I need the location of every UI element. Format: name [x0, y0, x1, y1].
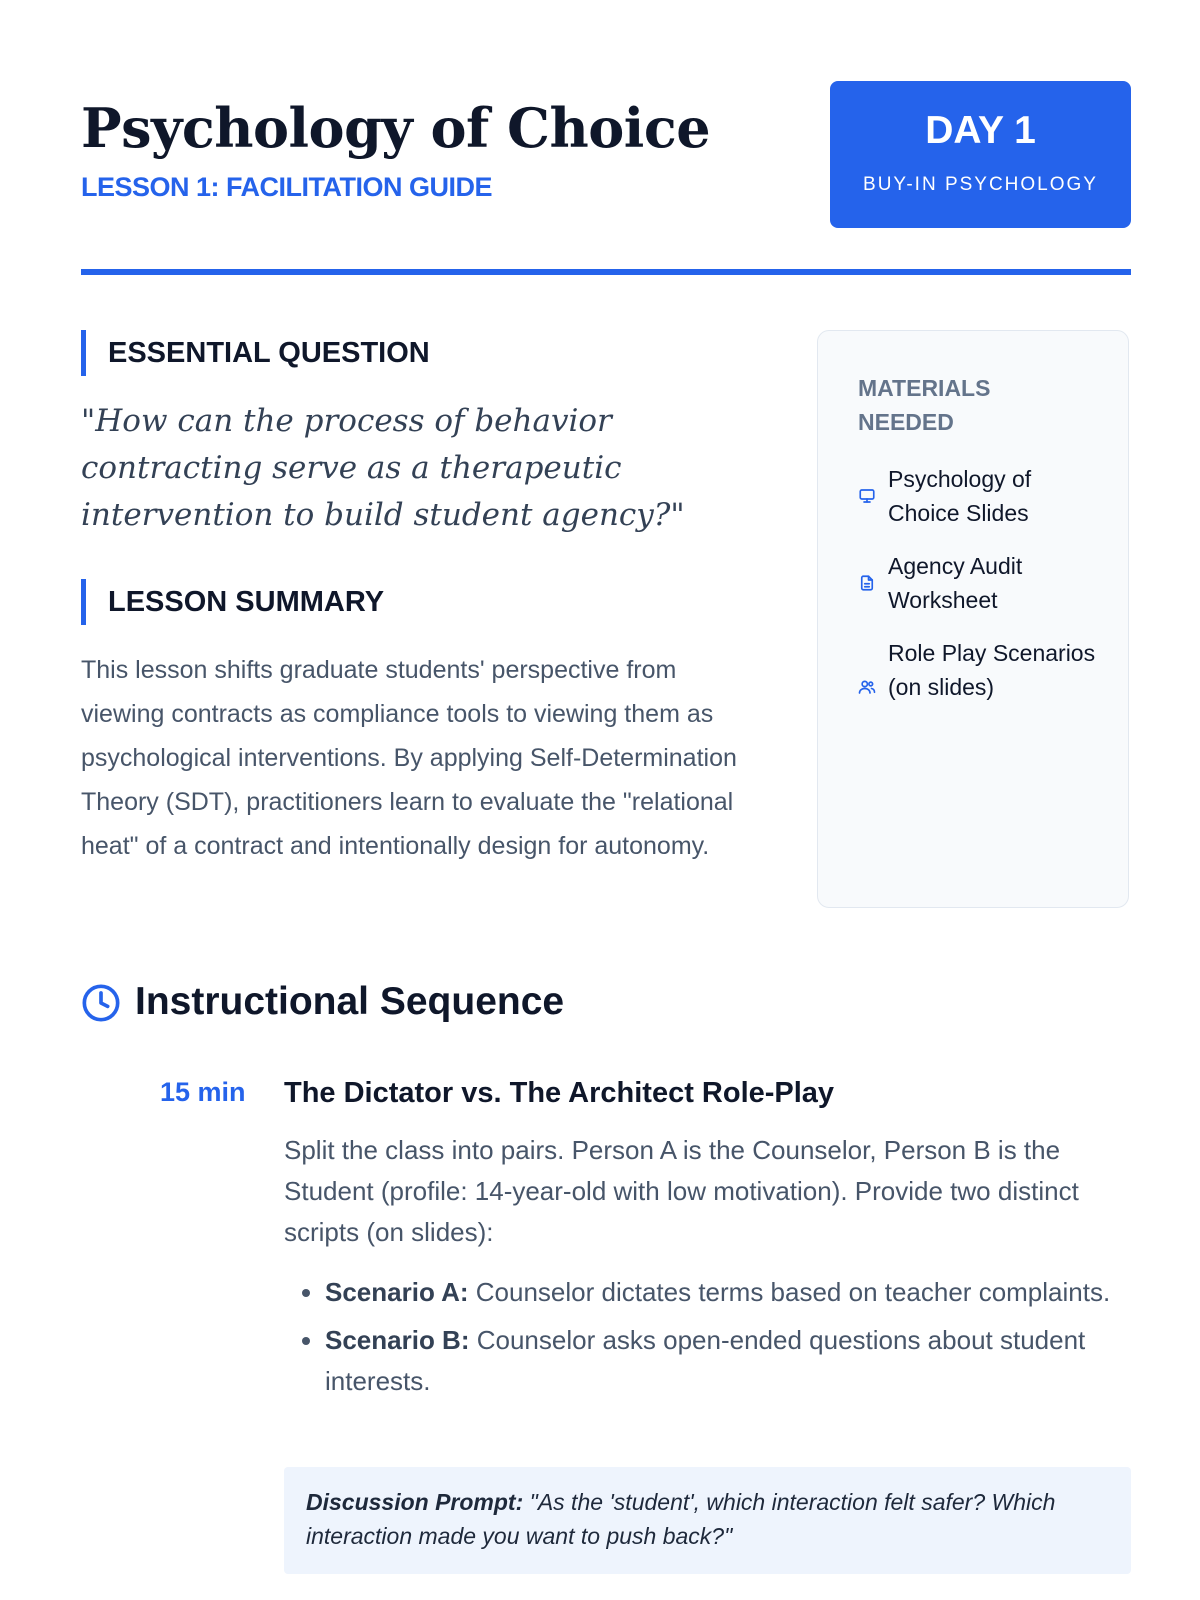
materials-heading: MATERIALS NEEDED [858, 375, 991, 435]
scenario-label: Scenario A: [325, 1277, 469, 1307]
clock-icon [81, 983, 121, 1023]
scenario-text: Counselor dictates terms based on teacher complaints. [468, 1277, 1111, 1307]
scenario-item [325, 1272, 1130, 1313]
lesson-summary-heading: LESSON SUMMARY [81, 579, 384, 625]
monitor-icon [858, 487, 876, 505]
scenario-text: Counselor asks open-ended questions about student interests. [325, 1325, 1086, 1396]
day-topic-label: BUY-IN PSYCHOLOGY [863, 174, 1098, 195]
scenario-label: Scenario B: [325, 1325, 470, 1355]
material-label: Role Play Scenarios (on slides) [888, 640, 1096, 700]
header-divider [81, 269, 1131, 275]
essential-question-heading: ESSENTIAL QUESTION [81, 330, 430, 376]
discussion-prompt [284, 1467, 1131, 1574]
materials-card [817, 330, 1129, 908]
activity-title: The Dictator vs. The Architect Role-Play [284, 1077, 835, 1109]
document-icon [858, 574, 876, 592]
scenario-item [325, 1320, 1130, 1402]
essential-question-text: "How can the process of behavior contracting serve as a therapeutic intervention to build student agency?" [81, 403, 685, 533]
lesson-summary-text: This lesson shifts graduate students' perspective from viewing contracts as compliance tools to viewing them as psychological interventions. By applying Self-Determination Theory (SDT), practitioners learn to evaluate the "relational heat" of a contract and intentionally design for autonomy. [81, 656, 737, 860]
material-label: Agency Audit Worksheet [888, 553, 1023, 613]
users-icon [858, 678, 876, 696]
day-badge [830, 81, 1131, 228]
activity-duration: 15 min [160, 1077, 246, 1107]
lesson-subtitle: LESSON 1: FACILITATION GUIDE [81, 172, 493, 202]
material-label: Psychology of Choice Slides [888, 466, 1032, 526]
discussion-prompt-label: Discussion Prompt: [306, 1489, 524, 1515]
scenario-list [284, 1272, 1130, 1409]
instructional-sequence-heading: Instructional Sequence [135, 980, 565, 1023]
page-title: Psychology of Choice [81, 96, 711, 160]
discussion-prompt-text: "As the 'student', which interaction felt safer? Which interaction made you want to push back?" [306, 1489, 1056, 1549]
activity-description: Split the class into pairs. Person A is the Counselor, Person B is the Student (profile: 14-year-old with low motivation). Provide two distinct scripts (on slides): [284, 1135, 1079, 1247]
day-number: DAY 1 [925, 109, 1036, 152]
